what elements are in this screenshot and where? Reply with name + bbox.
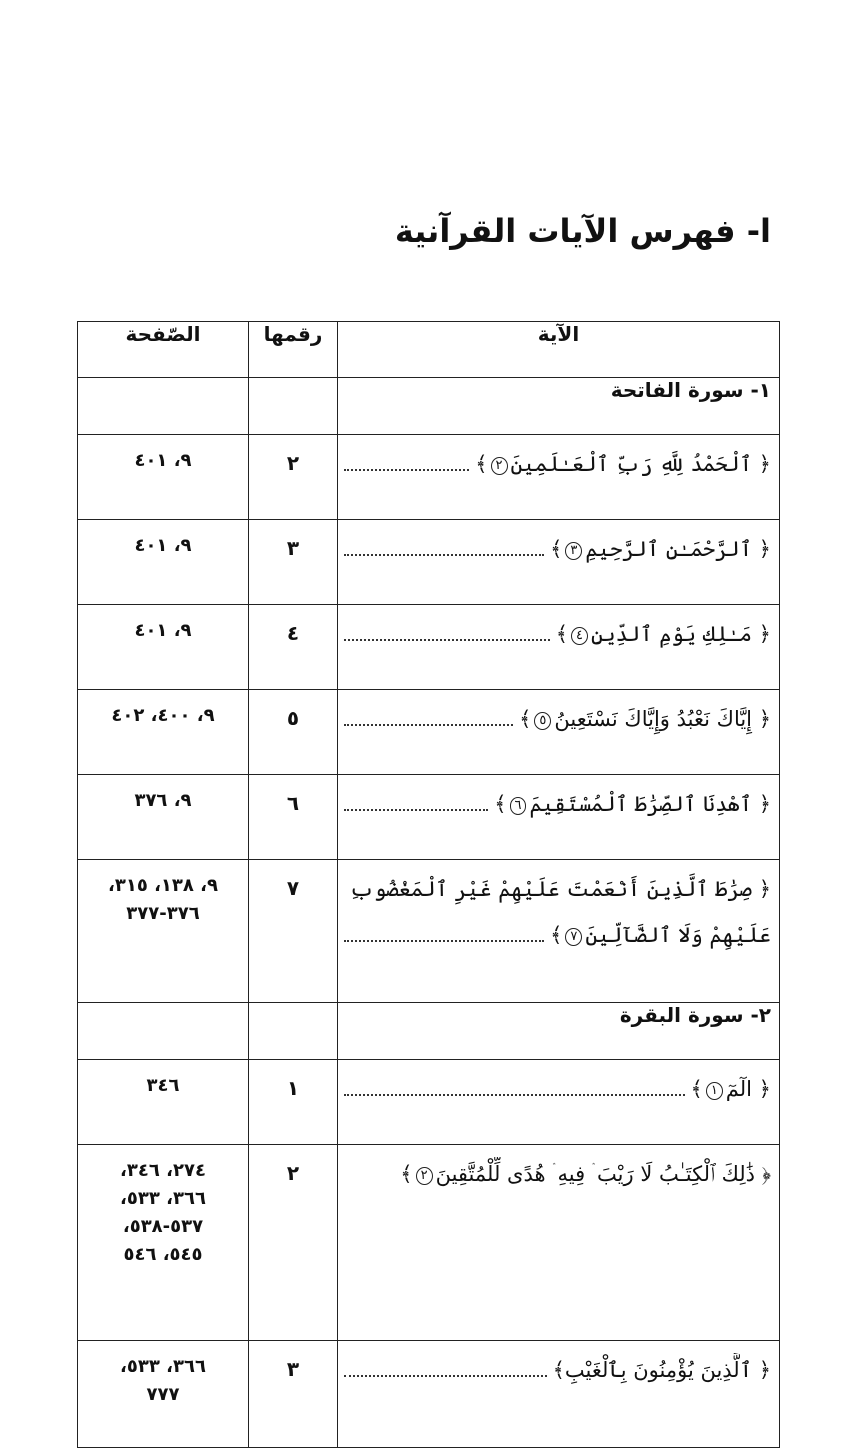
ayah-number-mark: ٦ [510,797,527,815]
table-row [78,1145,780,1341]
page-refs: ٩، ٤٠١ [78,435,249,520]
verse-number: ٢ [249,1145,338,1341]
table-row [78,860,780,1003]
verse-number: ٢ [249,435,338,520]
verse-text: ﴿ ٱهْدِنَا ٱلصِّرَٰطَ ٱلْمُسْتَقِيمَ٦﴾ [494,792,771,816]
page-refs: ٩، ٤٠١ [78,605,249,690]
verse-number: ١ [249,1060,338,1145]
verse-text: ﴿ ٱلْحَمْدُ لِلَّهِ رَبِّ ٱلْعَـٰلَمِينَ٢﴾ [475,452,771,476]
leader-dots [344,638,550,641]
ayah-number-mark: ٤ [571,627,588,645]
ayah-number-mark: ٢ [416,1167,433,1185]
verse-number: ٣ [249,1341,338,1448]
verse-number: ٥ [249,690,338,775]
verse-text-line: ﴿ صِرَٰطَ ٱلَّذِينَ أَنْعَمْتَ عَلَيْهِمْ غَيْرِ ٱلْمَغْضُوبِ [349,877,771,901]
verse-text: ﴿ ٱلَّذِينَ يُؤْمِنُونَ بِٱلْغَيْبِ﴾ [552,1358,771,1382]
leader-dots [344,939,544,942]
table-row [78,435,780,520]
page-refs: ٣٦٦، ٥٣٣، ٧٧٧ [78,1341,249,1448]
ayah-number-mark: ١ [706,1082,723,1100]
verse-text: ﴿ ذَٰلِكَ ٱلْكِتَـٰبُ لَا رَيْبَ ۛ فِيهِ ۛ هُدًى لِّلْمُتَّقِينَ٢﴾ [400,1162,771,1186]
surah-heading-row [78,1003,780,1060]
leader-dots [344,553,544,556]
table-row [78,1060,780,1145]
table-row [78,1341,780,1448]
verses-index-table [77,321,780,1448]
verse-text: ﴿ الٓمٓ١﴾ [690,1077,771,1101]
table-row [78,605,780,690]
ayah-number-mark: ٥ [534,712,551,730]
surah-title: ٢- سورة البقرة [338,1003,780,1060]
ayah-number-mark: ٣ [565,542,582,560]
table-row [78,775,780,860]
header-number: رقمها [249,322,338,378]
leader-dots [344,808,488,811]
leader-dots [344,1374,547,1377]
header-page: الصّفحة [78,322,249,378]
verse-text: ﴿ إِيَّاكَ نَعْبُدُ وَإِيَّاكَ نَسْتَعِينُ٥﴾ [519,707,771,731]
surah-title: ١- سورة الفاتحة [338,378,780,435]
page-refs: ٩، ٤٠٠، ٤٠٢ [78,690,249,775]
verse-text: ﴿ ٱلرَّحْمَـٰنِ ٱلرَّحِيمِ٣﴾ [550,537,771,561]
page-title: ا- فهرس الآيات القرآنية [394,212,771,250]
verse-number: ٧ [249,860,338,1003]
page-refs: ٢٧٤، ٣٤٦، ٣٦٦، ٥٣٣، ٥٣٧-٥٣٨، ٥٤٥، ٥٤٦ [78,1145,249,1341]
surah-heading-row [78,378,780,435]
leader-dots [344,468,469,471]
table-header-row [78,322,780,378]
verse-text: ﴿ مَـٰلِكِ يَوْمِ ٱلدِّينِ٤﴾ [555,622,771,646]
ayah-number-mark: ٧ [565,928,582,946]
verse-number: ٤ [249,605,338,690]
leader-dots [344,723,513,726]
verse-number: ٣ [249,520,338,605]
page-refs: ٣٤٦ [78,1060,249,1145]
verse-text: عَلَيْهِمْ وَلَا ٱلضَّآلِّينَ٧﴾ [550,923,771,947]
page-refs: ٩، ٤٠١ [78,520,249,605]
leader-dots [344,1093,685,1096]
verse-number: ٦ [249,775,338,860]
table-row [78,520,780,605]
page-refs: ٩، ١٣٨، ٣١٥، ٣٧٦-٣٧٧ [78,860,249,1003]
page-refs: ٩، ٣٧٦ [78,775,249,860]
ayah-number-mark: ٢ [491,457,508,475]
table-row [78,690,780,775]
header-verse: الآية [338,322,780,378]
